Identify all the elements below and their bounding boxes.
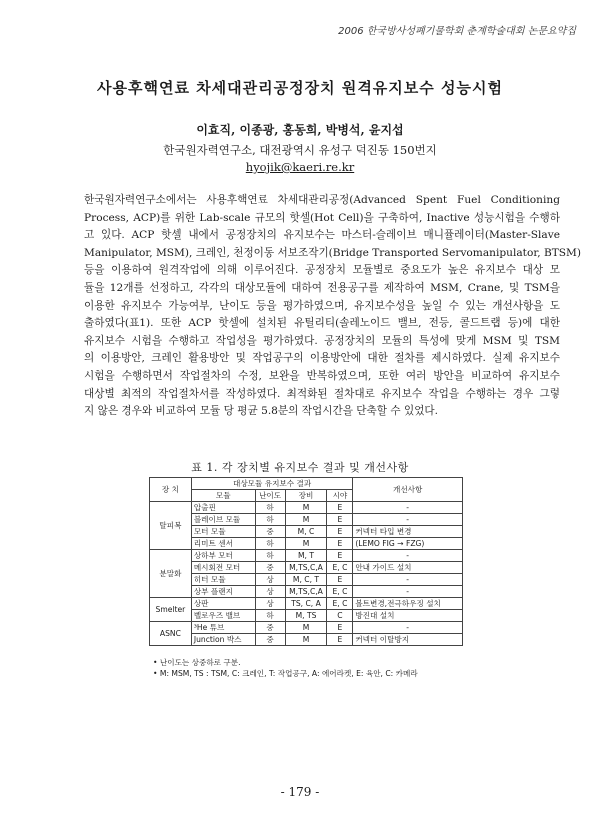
- abstract-line: 등을 이용하여 원격작업에 의해 이루어진다. 공정장치 모듈별로 중요도가 높은 유지보수 대상 모: [84, 264, 560, 277]
- equipment-cell: M,TS,C,A: [285, 586, 327, 598]
- header-module: 모듈: [191, 490, 255, 502]
- difficulty-cell: 중: [255, 622, 285, 634]
- module-cell: 히터 모듈: [191, 574, 255, 586]
- visibility-cell: E: [327, 502, 353, 514]
- improvement-cell: 방진대 설치: [353, 610, 463, 622]
- abstract-line: 듈을 12개를 선정하고, 각각의 대상모듈에 대하여 전용공구를 제작하여 MSM, Crane, 및 TSM을: [84, 281, 560, 294]
- table-row: [150, 574, 463, 586]
- equipment-cell: M,TS,C,A: [285, 562, 327, 574]
- equipment-cell: M: [285, 634, 327, 646]
- difficulty-cell: 하: [255, 610, 285, 622]
- difficulty-cell: 상: [255, 586, 285, 598]
- abstract-line: 대상별 최적의 작업절차서를 작성하였다. 최적화된 절차대로 유지보수 작업을 수행하는 경우 그렇: [84, 387, 560, 400]
- header-difficulty: 난이도: [255, 490, 285, 502]
- table-caption: 표 1. 각 장치별 유지보수 결과 및 개선사항: [191, 461, 409, 474]
- improvement-cell: -: [353, 586, 463, 598]
- affiliation: 한국원자력연구소, 대전광역시 유성구 덕진동 150번지: [163, 143, 437, 157]
- equipment-cell: M, C, T: [285, 574, 327, 586]
- improvement-cell: -: [353, 514, 463, 526]
- module-cell: 상하부 모터: [191, 550, 255, 562]
- abstract-line: 한국원자력연구소에서는 사용후핵연료 차세대관리공정(Advanced Spent Fuel Conditioning: [84, 194, 560, 206]
- equipment-cell: M, C: [285, 526, 327, 538]
- improvement-cell: 커넥터 타입 변경: [353, 526, 463, 538]
- equipment-cell: M: [285, 502, 327, 514]
- table-row: [150, 550, 463, 562]
- header-visibility: 시야: [327, 490, 353, 502]
- page-number: - 179 -: [280, 785, 320, 799]
- device-cell: ASNC: [150, 622, 192, 646]
- difficulty-cell: 중: [255, 634, 285, 646]
- module-cell: 상판: [191, 598, 255, 610]
- improvement-cell: -: [353, 622, 463, 634]
- abstract-line: 고 있다. ACP 핫셀 내에서 공정장치의 유지보수는 마스터-슬레이브 매니퓰레이터(Master-Slave: [84, 229, 560, 242]
- header-device: 장 치: [150, 478, 192, 502]
- table-notes: [153, 658, 418, 679]
- maintenance-results-table: [149, 477, 463, 646]
- author-list: 이효직, 이종광, 홍동희, 박병석, 윤지섭: [196, 123, 404, 137]
- table-row: [150, 562, 463, 574]
- module-cell: 리미트 센서: [191, 538, 255, 550]
- visibility-cell: E, C: [327, 562, 353, 574]
- equipment-cell: TS, C, A: [285, 598, 327, 610]
- paper-title: 사용후핵연료 차세대관리공정장치 원격유지보수 성능시험: [97, 79, 503, 97]
- abstract-line: Process, ACP)를 위한 Lab-scale 규모의 핫셀(Hot Cell)을 구축하여, Inactive 성능시험을 수행하: [84, 211, 560, 224]
- visibility-cell: E: [327, 622, 353, 634]
- difficulty-cell: 하: [255, 502, 285, 514]
- table-row: [150, 538, 463, 550]
- equipment-cell: M: [285, 538, 327, 550]
- visibility-cell: C: [327, 610, 353, 622]
- header-result: 대상모듈 유지보수 결과: [191, 478, 353, 490]
- difficulty-cell: 하: [255, 550, 285, 562]
- improvement-cell: (LEMO FIG → FZG): [353, 538, 463, 550]
- table-row: [150, 622, 463, 634]
- module-cell: 압출핀: [191, 502, 255, 514]
- abstract-line: Manipulator, MSM), 크레인, 천정이동 서보조작기(Bridge Transported Servomanipulator, BTSM): [84, 246, 582, 259]
- abstract-body: [84, 192, 582, 421]
- visibility-cell: E: [327, 538, 353, 550]
- visibility-cell: E: [327, 514, 353, 526]
- table-row: [150, 634, 463, 646]
- improvement-cell: 커넥터 이탈방지: [353, 634, 463, 646]
- abstract-line: 시험을 수행하면서 작업절차의 수정, 보완을 반복하였으며, 또한 여러 방안을 비교하여 유지보수: [84, 369, 560, 382]
- difficulty-cell: 상: [255, 598, 285, 610]
- equipment-cell: M, T: [285, 550, 327, 562]
- module-cell: ³He 튜브: [191, 622, 255, 634]
- module-cell: Junction 박스: [191, 634, 255, 646]
- improvement-cell: -: [353, 574, 463, 586]
- table-row: [150, 586, 463, 598]
- abstract-line: 출하였다(표1). 또한 ACP 핫셀에 설치된 유틸리티(솔레노이드 밸브, 전등, 콜드트랩 등)에 대한: [84, 317, 560, 330]
- abstract-line: 이용한 유지보수 가능여부, 난이도 등을 평가하였으며, 유지보수성을 높일 수 있는 개선사항을 도: [84, 299, 560, 312]
- visibility-cell: E: [327, 574, 353, 586]
- improvement-cell: -: [353, 502, 463, 514]
- table-row: [150, 502, 463, 514]
- improvement-cell: 볼트변경,전극하우징 설치: [353, 598, 463, 610]
- visibility-cell: E: [327, 526, 353, 538]
- device-cell: 탈피복: [150, 502, 192, 550]
- table-row: [150, 514, 463, 526]
- table-note: • 난이도는 상중하로 구분.: [153, 658, 241, 667]
- device-cell: 분말화: [150, 550, 192, 598]
- table-row: [150, 610, 463, 622]
- equipment-cell: M: [285, 514, 327, 526]
- equipment-cell: M: [285, 622, 327, 634]
- device-cell: Smelter: [150, 598, 192, 622]
- visibility-cell: E: [327, 634, 353, 646]
- table-note: • M: MSM, TS : TSM, C: 크레인, T: 작업공구, A: 에어라켓, E: 육안, C: 카메라: [153, 668, 418, 678]
- difficulty-cell: 중: [255, 526, 285, 538]
- header-equipment: 장비: [285, 490, 327, 502]
- module-cell: 상부 플랜지: [191, 586, 255, 598]
- module-cell: 메시회전 모터: [191, 562, 255, 574]
- improvement-cell: -: [353, 550, 463, 562]
- difficulty-cell: 중: [255, 562, 285, 574]
- difficulty-cell: 하: [255, 514, 285, 526]
- improvement-cell: 안내 가이드 설치: [353, 562, 463, 574]
- module-cell: 블레이브 모듈: [191, 514, 255, 526]
- abstract-line: 지 않은 경우와 비교하여 모듈 당 평균 5.8분의 작업시간을 단축할 수 있었다.: [84, 405, 439, 418]
- visibility-cell: E, C: [327, 586, 353, 598]
- table-row: [150, 526, 463, 538]
- abstract-line: 유지보수 시험을 수행하고 작업성을 평가하였다. 공정장치의 모듈의 특성에 맞게 MSM 및 TSM: [84, 334, 560, 347]
- table-row: [150, 598, 463, 610]
- difficulty-cell: 하: [255, 538, 285, 550]
- visibility-cell: E, C: [327, 598, 353, 610]
- author-email[interactable]: hyojik@kaeri.re.kr: [245, 160, 355, 174]
- abstract-line: 의 이용방안, 크레인 활용방안 및 작업공구의 이용방안에 대한 절차를 제시하였다. 실제 유지보수: [84, 352, 560, 365]
- header-improvement: 개선사항: [353, 478, 463, 502]
- module-cell: 모터 모듈: [191, 526, 255, 538]
- module-cell: 벨로우즈 밸브: [191, 610, 255, 622]
- running-header: 2006 한국방사성폐기물학회 춘계학술대회 논문요약집: [338, 26, 576, 37]
- difficulty-cell: 상: [255, 574, 285, 586]
- equipment-cell: M, TS: [285, 610, 327, 622]
- visibility-cell: E: [327, 550, 353, 562]
